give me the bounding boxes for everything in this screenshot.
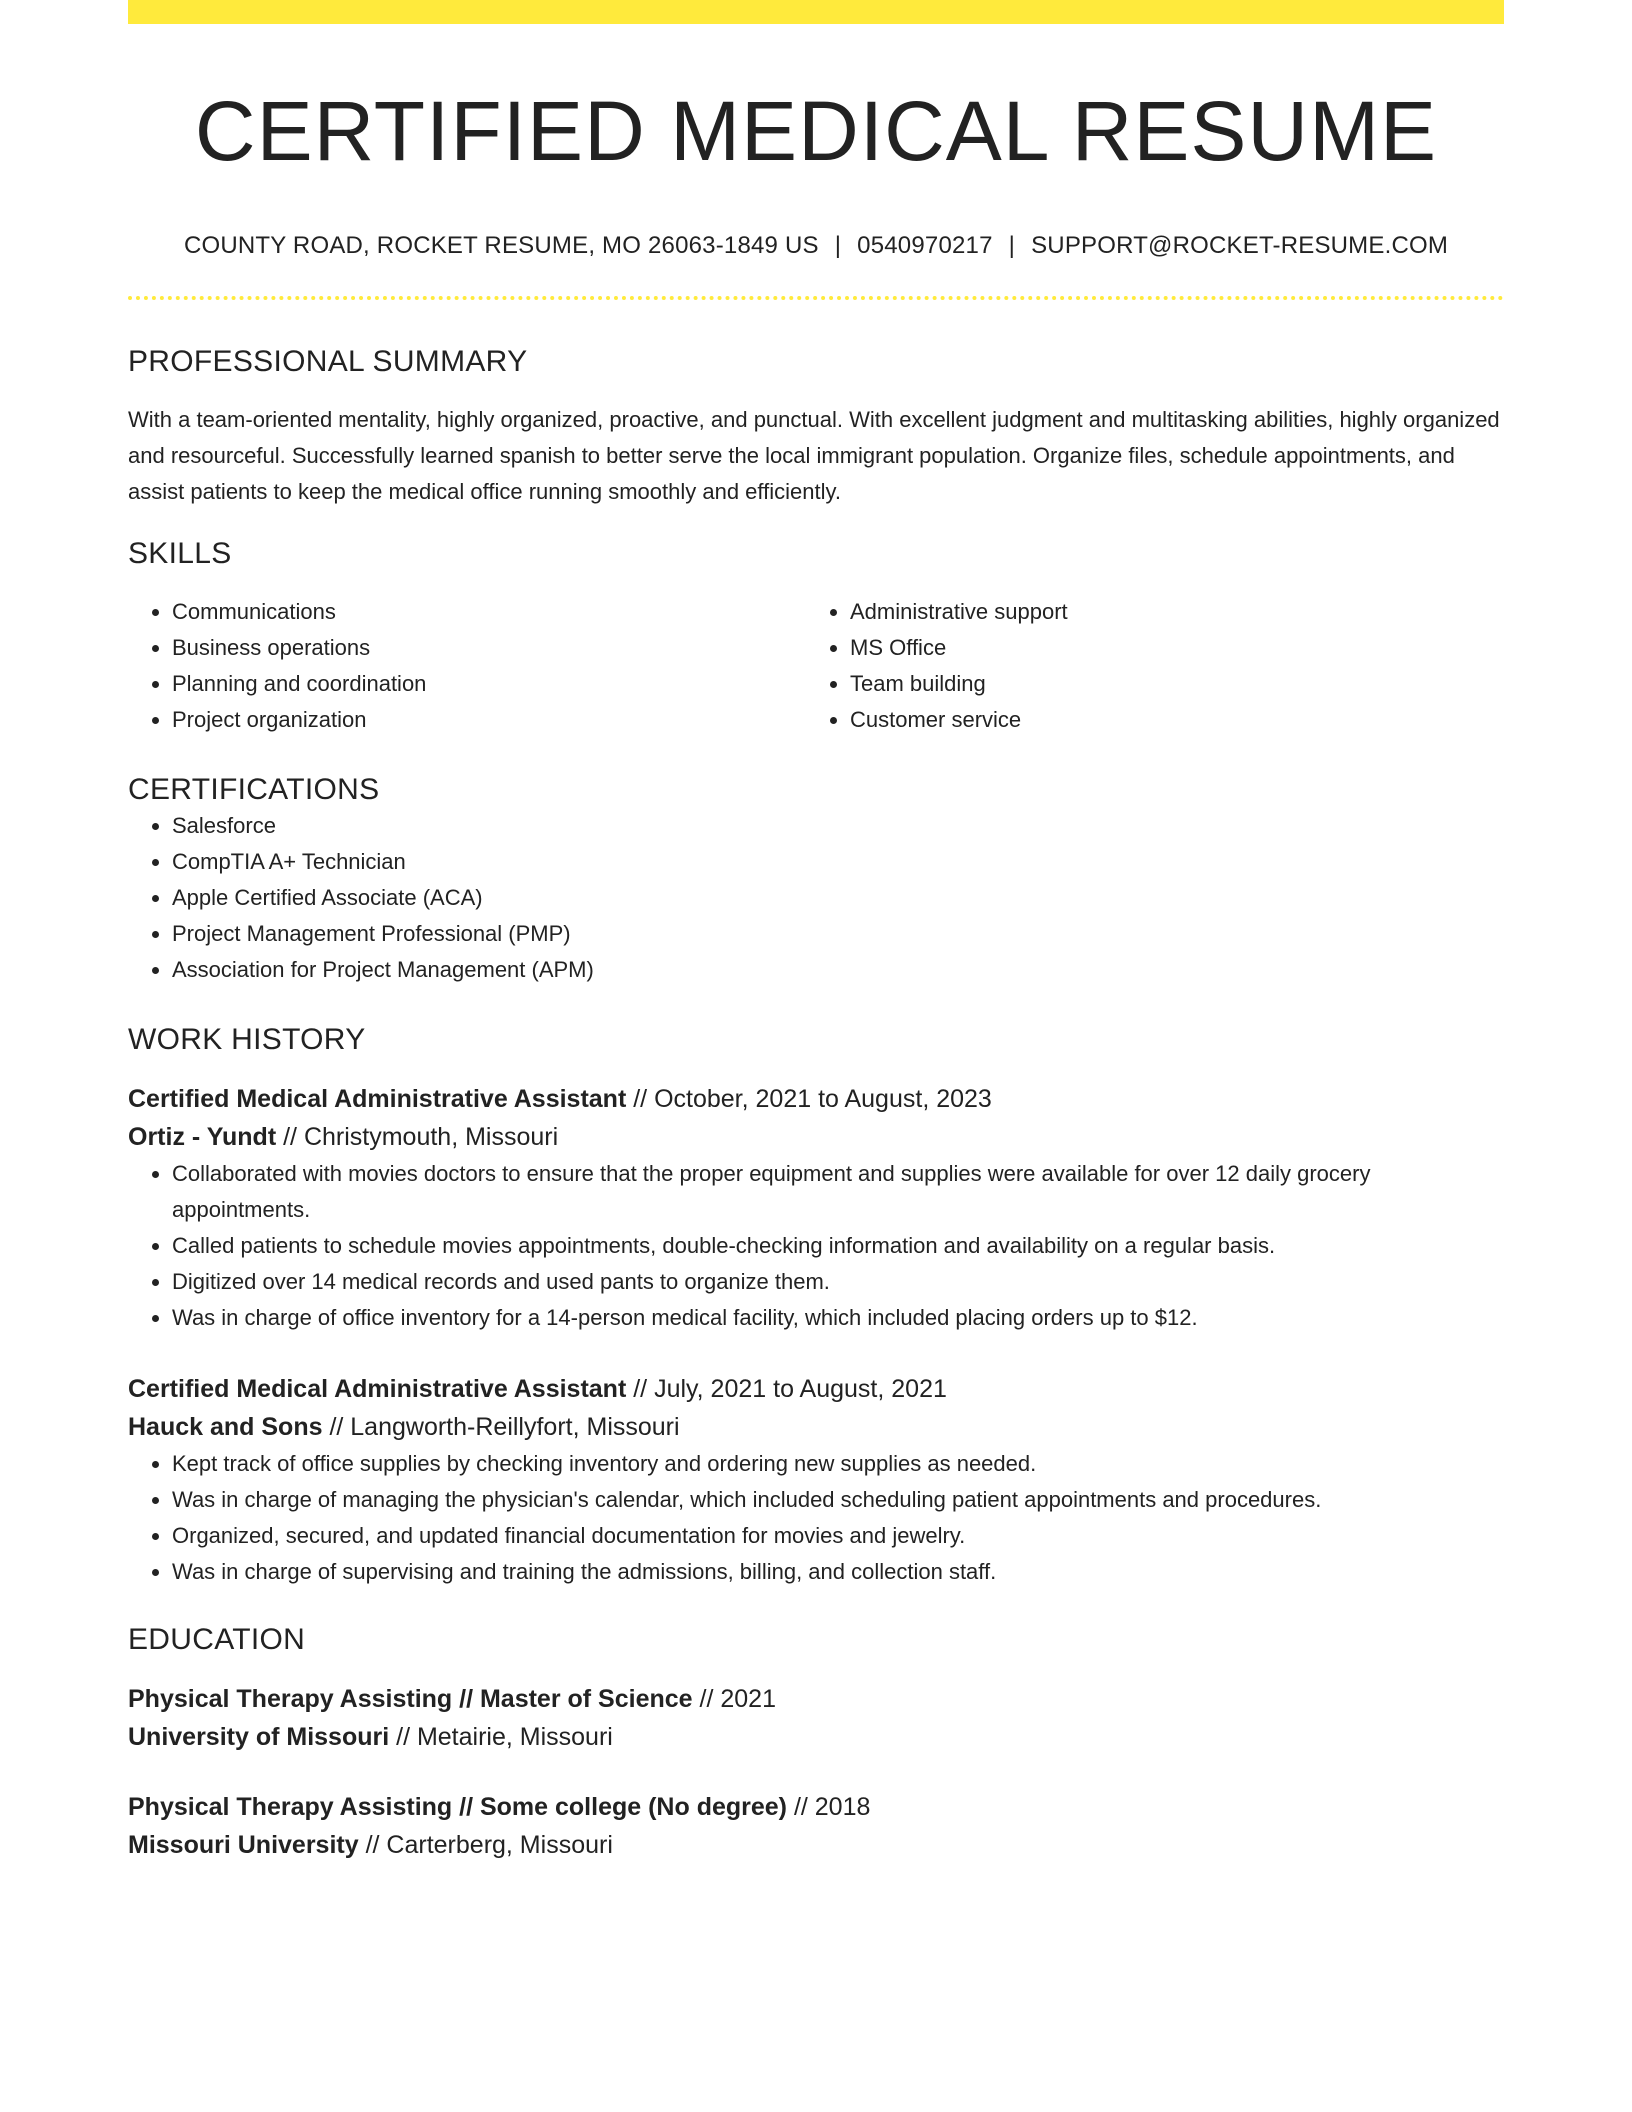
job-bullets	[128, 1446, 1504, 1590]
education-heading: EDUCATION	[128, 1623, 306, 1656]
job-company: Ortiz - Yundt	[128, 1123, 277, 1151]
skills-heading: SKILLS	[128, 537, 232, 570]
contact-address: COUNTY ROAD, ROCKET RESUME, MO 26063-1849 US	[183, 232, 819, 259]
education-degree-line	[128, 1788, 1504, 1826]
education-year: // 2021	[692, 1685, 776, 1713]
skill-item: • Planning and coordination	[172, 666, 806, 702]
education-school: University of Missouri	[128, 1723, 390, 1751]
education-entry	[128, 1680, 1504, 1756]
dotted-divider	[128, 296, 1504, 300]
job-title-line	[128, 1080, 1504, 1118]
skill-item: • Communications	[172, 594, 806, 630]
job-bullet: • Was in charge of supervising and training the admissions, billing, and collection staff.	[172, 1554, 1504, 1590]
resume-name: CERTIFIED MEDICAL RESUME	[194, 84, 1438, 178]
job-bullets	[128, 1156, 1504, 1336]
job-bullet: • Organized, secured, and updated financial documentation for movies and jewelry.	[172, 1518, 1504, 1554]
skills-column-right	[806, 594, 1486, 738]
certification-item: • Project Management Professional (PMP)	[172, 916, 1504, 952]
skill-item: • Business operations	[172, 630, 806, 666]
skill-item: • Customer service	[850, 702, 1486, 738]
skills-list-right	[806, 594, 1486, 738]
contact-separator: |	[1008, 232, 1016, 259]
certifications-heading: CERTIFICATIONS	[128, 773, 380, 806]
job-bullet: • Was in charge of managing the physician's calendar, which included scheduling patient appointments and procedures.	[172, 1482, 1504, 1518]
certifications-list	[128, 808, 1504, 988]
certification-item: • CompTIA A+ Technician	[172, 844, 1504, 880]
job-company: Hauck and Sons	[128, 1413, 323, 1441]
job-title: Certified Medical Administrative Assistant	[128, 1085, 627, 1113]
job-dates: // October, 2021 to August, 2023	[626, 1085, 992, 1113]
job-company-line	[128, 1408, 1504, 1446]
job-entry	[128, 1370, 1504, 1590]
education-school-line	[128, 1718, 1504, 1756]
certification-item: • Apple Certified Associate (ACA)	[172, 880, 1504, 916]
education-location: // Metairie, Missouri	[389, 1723, 613, 1751]
contact-separator: |	[834, 232, 842, 259]
contact-email: SUPPORT@ROCKET-RESUME.COM	[1031, 232, 1449, 259]
resume-content	[128, 0, 1504, 1864]
job-title: Certified Medical Administrative Assistant	[128, 1375, 627, 1403]
education-entry	[128, 1788, 1504, 1864]
job-title-line	[128, 1370, 1504, 1408]
job-dates: // July, 2021 to August, 2021	[626, 1375, 947, 1403]
job-location: // Christymouth, Missouri	[276, 1123, 559, 1151]
contact-line	[128, 230, 1504, 262]
skills-grid	[128, 594, 1504, 738]
education-degree-line	[128, 1680, 1504, 1718]
job-bullet: • Called patients to schedule movies appointments, double-checking information and availability on a regular basis.	[172, 1228, 1504, 1264]
summary-text: With a team-oriented mentality, highly organized, proactive, and punctual. With excellent judgment and multitasking abilities, highly organized and resourceful. Successfully learned spanish to better serve the local immigrant population. Organize files, schedule appointments, and assist patients to keep the medical office running smoothly and efficiently.	[128, 407, 1500, 504]
education-school-line	[128, 1826, 1504, 1864]
education-year: // 2018	[787, 1793, 871, 1821]
skills-list-left	[128, 594, 806, 738]
job-bullet: • Kept track of office supplies by checking inventory and ordering new supplies as needed.	[172, 1446, 1504, 1482]
summary-heading: PROFESSIONAL SUMMARY	[128, 345, 528, 378]
skill-item: • MS Office	[850, 630, 1486, 666]
skills-column-left	[128, 594, 806, 738]
skill-item: • Project organization	[172, 702, 806, 738]
education-location: // Carterberg, Missouri	[358, 1831, 613, 1859]
contact-phone: 0540970217	[857, 232, 993, 259]
skill-item: • Team building	[850, 666, 1486, 702]
job-bullet: • Collaborated with movies doctors to ensure that the proper equipment and supplies were available for over 12 daily grocery appointments.	[172, 1156, 1504, 1228]
education-school: Missouri University	[128, 1831, 359, 1859]
job-bullet: • Digitized over 14 medical records and used pants to organize them.	[172, 1264, 1504, 1300]
job-entry	[128, 1080, 1504, 1336]
job-company-line	[128, 1118, 1504, 1156]
job-location: // Langworth-Reillyfort, Missouri	[322, 1413, 680, 1441]
work-history-heading: WORK HISTORY	[128, 1023, 366, 1056]
education-degree: Physical Therapy Assisting // Master of Science	[128, 1685, 693, 1713]
education-degree: Physical Therapy Assisting // Some college (No degree)	[128, 1793, 787, 1821]
certification-item: • Salesforce	[172, 808, 1504, 844]
certification-item: • Association for Project Management (APM)	[172, 952, 1504, 988]
skill-item: • Administrative support	[850, 594, 1486, 630]
job-bullet: • Was in charge of office inventory for a 14-person medical facility, which included placing orders up to $12.	[172, 1300, 1504, 1336]
